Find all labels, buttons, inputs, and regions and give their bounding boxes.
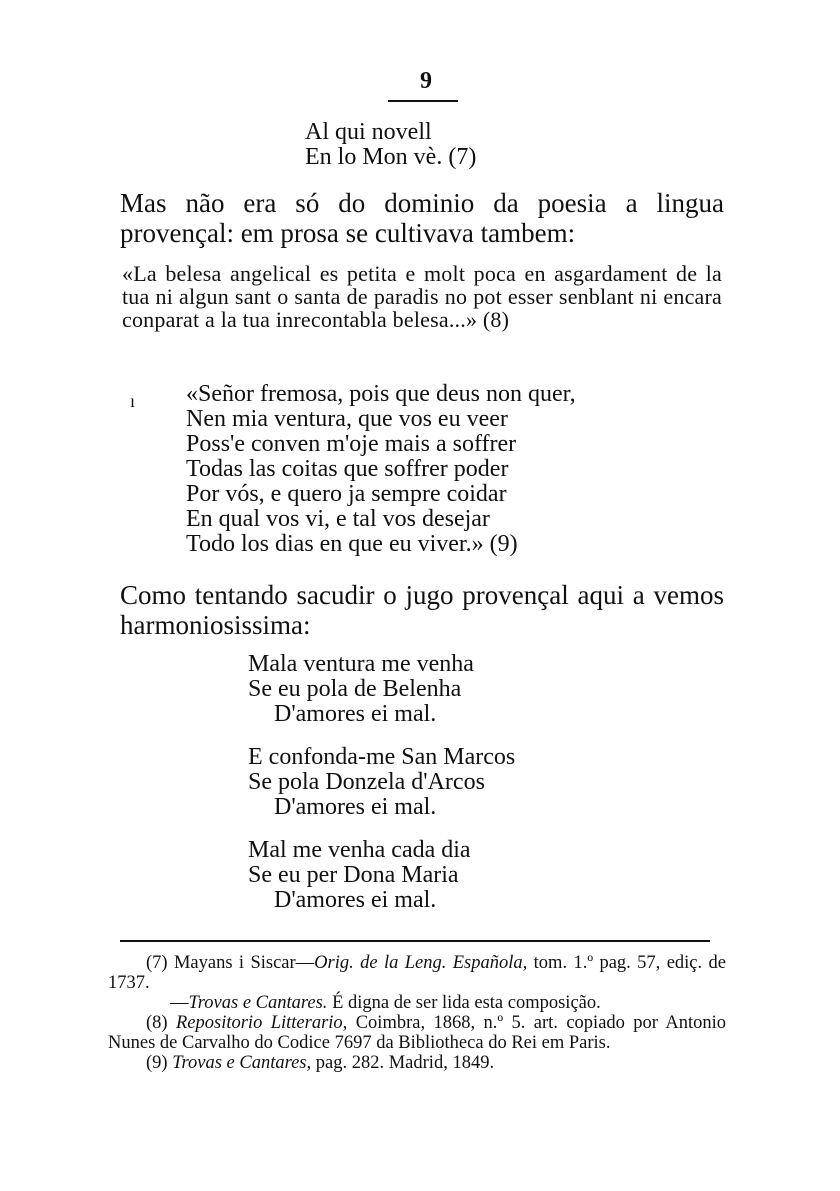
footnote-7-continued: [108, 993, 726, 1013]
verse-line: Mal me venha cada dia: [248, 837, 471, 863]
verse-block-1: [305, 120, 476, 170]
footnote-lead: (7) Mayans i Siscar—: [146, 953, 315, 973]
footnote-title: Trovas e Cantares.: [188, 993, 328, 1013]
verse-block-2: [186, 382, 576, 557]
verse-line: Todas las coitas que soffrer poder: [186, 456, 509, 482]
footnote-rule: [120, 940, 710, 942]
verse-line: Por vós, e quero ja sempre coidar: [186, 481, 507, 507]
footnote-text: pag. 282. Madrid, 1849.: [311, 1053, 495, 1073]
verse-refrain: D'amores ei mal.: [274, 794, 437, 820]
verse-line: Se eu per Dona Maria: [248, 862, 459, 888]
stanza-3: [248, 838, 471, 913]
verse-refrain: D'amores ei mal.: [274, 701, 437, 727]
verse-line: Se pola Donzela d'Arcos: [248, 769, 485, 795]
verse-refrain: D'amores ei mal.: [274, 887, 437, 913]
prose-paragraph-1: Mas não era só do dominio da poesia a lingua provençal: em prosa se cultivava tambem:: [120, 188, 724, 248]
verse-line: «Señor fremosa, pois que deus non quer,: [186, 381, 576, 407]
footnote-lead: —: [170, 993, 189, 1013]
footnote-title: Repositorio Litterario,: [175, 1013, 348, 1033]
quoted-prose-paragraph: «La belesa angelical es petita e molt poca en asgardament de la tua ni algun sant o santa de paradis no pot esser senblant ni encara conparat a la tua inrecontabla belesa...» (8): [122, 261, 722, 332]
stanza-1: [248, 652, 474, 727]
verse-line: Poss'e conven m'oje mais a soffrer: [186, 431, 517, 457]
verse-line: Al qui novell: [305, 119, 432, 145]
verse-line: E confonda-me San Marcos: [248, 744, 516, 770]
verse-line: Todo los dias en que eu viver.» (9): [186, 531, 518, 557]
verse-line: En lo Mon vè. (7): [305, 144, 477, 170]
prose-paragraph-2: Como tentando sacudir o jugo provençal aqui a vemos harmoniosissima:: [120, 580, 724, 640]
verse-line: Se eu pola de Belenha: [248, 676, 462, 702]
footnote-text: Coimbra, 1868, n.º 5. art. copiado por Antonio Nunes de Carvalho do Codice 7697 da Bibliotheca do Rei em Paris.: [108, 1013, 726, 1053]
verse-line: En qual vos vi, e tal vos desejar: [186, 506, 490, 532]
footnote-lead: (9): [146, 1053, 173, 1073]
footnote-9: [108, 1053, 726, 1073]
page-number-rule: [388, 100, 458, 102]
verse-line: Mala ventura me venha: [248, 651, 474, 677]
footnote-title: Orig. de la Leng. Española,: [314, 953, 528, 973]
footnote-text: É digna de ser lida esta composição.: [327, 993, 601, 1013]
verse-line: Nen mia ventura, que vos eu veer: [186, 406, 508, 432]
footnotes: [108, 953, 726, 1073]
stanza-2: [248, 745, 515, 820]
footnote-8: [108, 1013, 726, 1053]
footnote-lead: (8): [146, 1013, 176, 1033]
footnote-title: Trovas e Cantares,: [172, 1053, 312, 1073]
stray-mark: ı: [130, 391, 136, 411]
page-number: 9: [420, 68, 432, 94]
footnote-7: [108, 953, 726, 993]
footnote-text: tom. 1.º pag. 57, ediç. de 1737.: [108, 953, 726, 993]
